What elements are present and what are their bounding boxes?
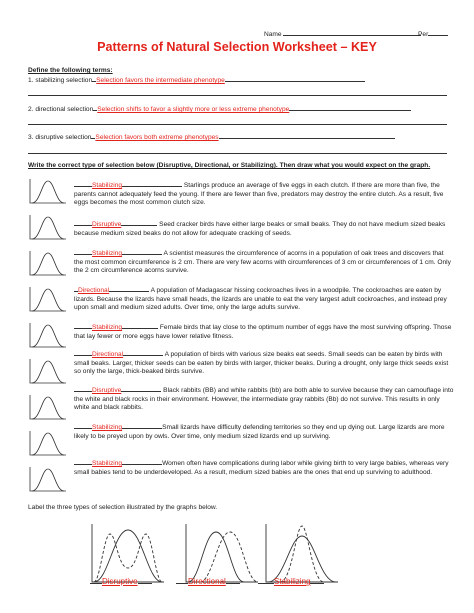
question-2: Disruptive Seed cracker birds have either large beaks or small beaks. They do not have medium sized beaks because medium sized beaks do not allow for adequate cracking of seeds. bbox=[74, 221, 446, 237]
question-7: Disruptive Black rabbits (BB) and white rabbits (bb) are both able to survive because they can camouflage into the white and black rocks in their environment. However, the intermediate gray rabbits (Bb) do not survive. This results in only white and black rabbits. bbox=[74, 387, 454, 412]
instructions: Write the correct type of selection below (Disruptive, Directional, or Stabilizing). Then draw what you would expect on the graph. bbox=[28, 162, 431, 169]
graph-axes-9 bbox=[30, 467, 66, 491]
graph-axes-2 bbox=[30, 215, 66, 239]
name-label: Name bbox=[264, 29, 421, 40]
define-directional: 2. directional selection Selection shifts to favor a slightly more or less extreme phenotype bbox=[28, 104, 411, 115]
question-1: Stabilizing Starlings produce an average of five eggs in each clutch. If there are more than five, the parents cannot adequately feed the young. If there are fewer than five, predators may destroy the entire clutch. As a result, five eggs becomes the most common clutch size. bbox=[74, 182, 444, 207]
question-graphs bbox=[28, 175, 68, 535]
graph-axes-8 bbox=[30, 431, 66, 455]
graph-axes-4 bbox=[30, 287, 66, 311]
graph-axes-1 bbox=[30, 179, 66, 203]
question-8: Stabilizing Small lizards have difficulty defending territories so they end up dying out. Large lizards are more likely to be preyed upon by owls. Over time, only medium sized lizards end up surviving. bbox=[74, 424, 445, 440]
graph-label-1: Disruptive bbox=[90, 577, 152, 588]
period-label: Per bbox=[418, 29, 448, 40]
define-heading: Define the following terms: bbox=[28, 67, 113, 74]
question-4: Directional A population of Madagascar hissing cockroaches lives in a woodpile. The cockroaches are eaten by lizards. Because the lizards have small heads, the lizards are unable to eat the very largest adult cockroaches, and instead prey upon small and medium sized adults. Over time, only the large adults survive. bbox=[74, 287, 447, 312]
define-stabilizing: 1. stabilizing selection Selection favors the intermediate phenotype bbox=[28, 75, 365, 86]
graphs-prompt: Label the three types of selection illustrated by the graphs below. bbox=[28, 504, 218, 511]
graph-label-3: Stabilizing bbox=[258, 577, 324, 588]
graph-label-2: Directional bbox=[176, 577, 240, 588]
answer-line bbox=[28, 95, 447, 96]
answer-line bbox=[28, 124, 447, 125]
define-disruptive: 3. disruptive selection Selection favors both extreme phenotypes bbox=[28, 132, 395, 143]
answer-line bbox=[28, 153, 447, 154]
graph-axes-3 bbox=[30, 251, 66, 275]
question-5: Stabilizing Female birds that lay close to the optimum number of eggs have the most surviving offspring. Those that lay fewer or more eggs have lower relative fitness. bbox=[74, 324, 452, 340]
question-3: Stabilizing A scientist measures the circumference of acorns in a population of oak trees and discovers that the most common circumference is 2 cm. There are very few acorns with circumferences of 3 cm or circumferences of 1 cm. Only the 2 cm circumference acorns survive. bbox=[74, 250, 451, 275]
graph-axes-7 bbox=[30, 395, 66, 419]
page-title: Patterns of Natural Selection Worksheet – KEY bbox=[97, 40, 377, 54]
graph-axes-5 bbox=[30, 323, 66, 347]
graph-axes-6 bbox=[30, 359, 66, 383]
question-9: Stabilizing Women often have complications during labor while giving birth to very large babies, whereas very small babies tend to be underdeveloped. As a result, medium sized babies are the ones that end up surviving to adulthood. bbox=[74, 460, 449, 476]
question-6: Directional A population of birds with various size beaks eat seeds. Small seeds can be eaten by birds with small beaks. Larger, thicker seeds can be eaten by birds with larger, thicker beaks. During a drought, only large thick seeds exist so only the large, thick-beaked birds survive. bbox=[74, 351, 449, 376]
